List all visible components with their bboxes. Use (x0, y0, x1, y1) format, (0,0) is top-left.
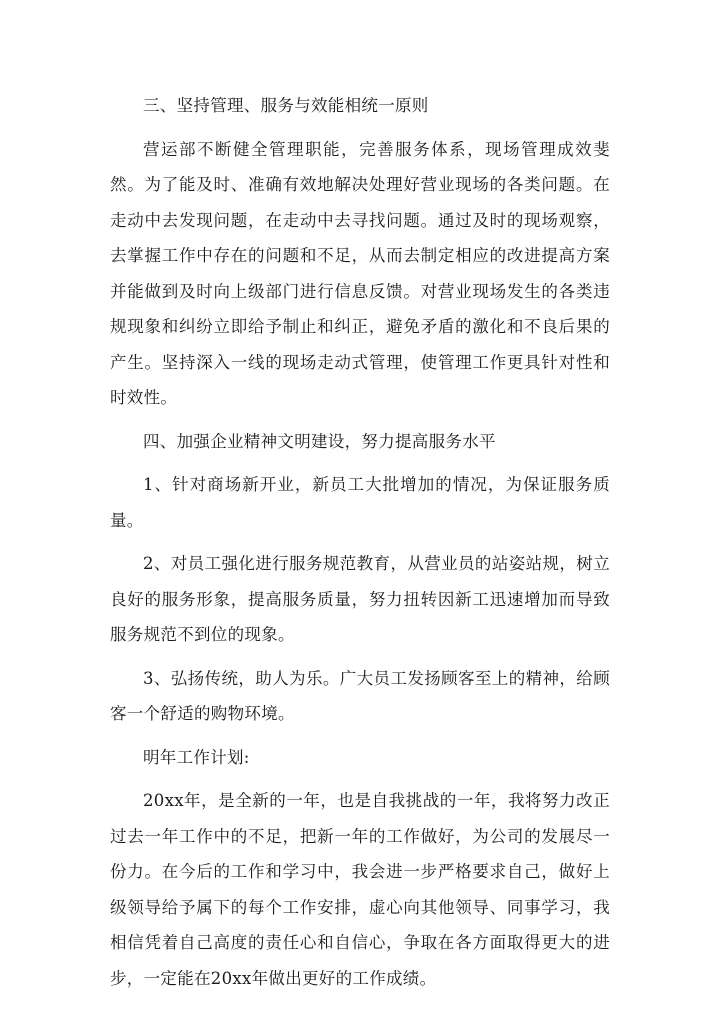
spacer (110, 653, 610, 661)
spacer (110, 775, 610, 783)
spacer (110, 538, 610, 546)
plan-body: 20xx年，是全新的一年，也是自我挑战的一年，我将努力改正过去一年工作中的不足，把新一年的工作做好，为公司的发展尽一份力。在今后的工作和学习中，我会进一步严格要求自己，做好上级领导给予属下的每个工作安排，虚心向其他领导、同事学习，我相信凭着自己高度的责任心和自信心，争取在各方面取得更大的进步，一定能在20xx年做出更好的工作成绩。 (110, 791, 610, 988)
spacer (110, 124, 610, 132)
spacer (110, 459, 610, 467)
item-2: 2、对员工强化进行服务规范教育，从营业员的站姿站规，树立良好的服务形象，提高服务质量，努力扭转因新工迅速增加而导致服务规范不到位的现象。 (110, 554, 610, 644)
section3-body: 营运部不断健全管理职能，完善服务体系，现场管理成效斐然。为了能及时、准确有效地解决处理好营业现场的各类问题。在走动中去发现问题，在走动中去寻找问题。通过及时的现场观察，去掌握工作中存在的问题和不足，从而去制定相应的改进提高方案并能做到及时向上级部门进行信息反馈。对营业现场发生的各类违规现象和纠纷立即给予制止和纠正，避免矛盾的激化和不良后果的产生。坚持深入一线的现场走动式管理，使管理工作更具针对性和时效性。 (110, 139, 610, 407)
item-1: 1、针对商场新开业，新员工大批增加的情况，为保证服务质量。 (110, 475, 610, 530)
section3-heading: 三、坚持管理、服务与效能相统一原则 (143, 96, 429, 115)
item-3: 3、弘扬传统，助人为乐。广大员工发扬顾客至上的精神，给顾客一个舒适的购物环境。 (110, 668, 610, 723)
plan-heading: 明年工作计划: (143, 747, 250, 767)
section4-heading: 四、加强企业精神文明建设，努力提高服务水平 (143, 431, 496, 451)
spacer (110, 732, 610, 740)
spacer (110, 416, 610, 424)
